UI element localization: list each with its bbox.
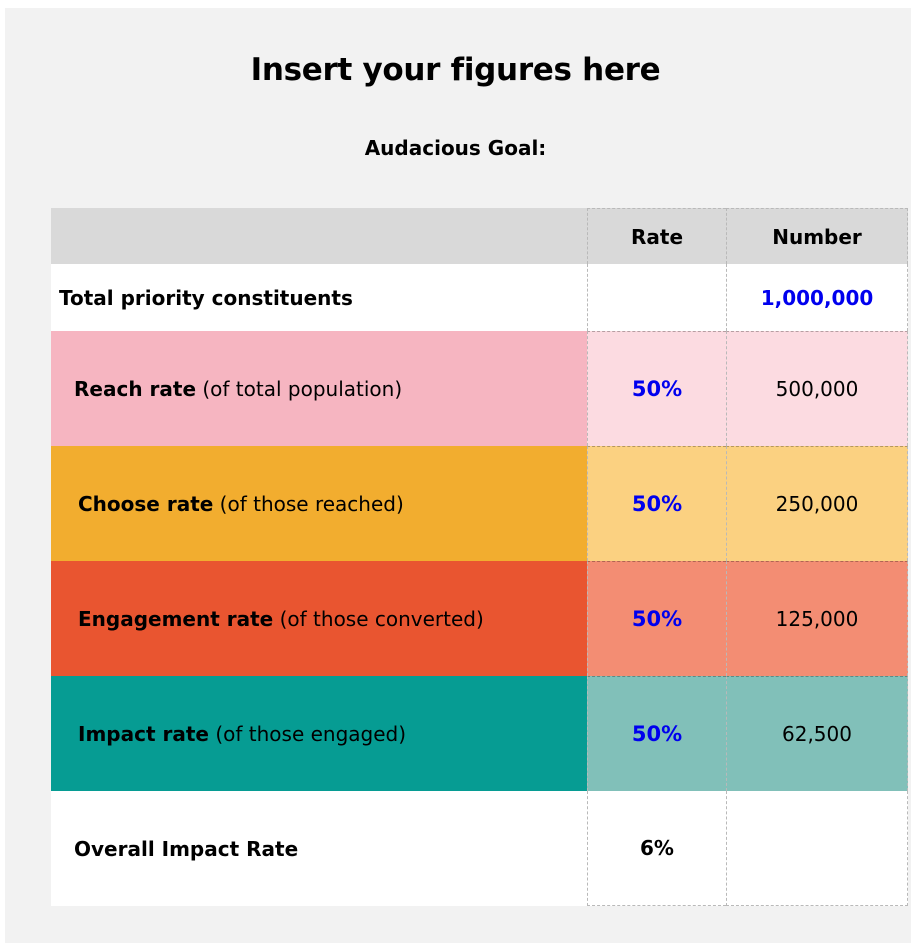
- impact-rate-title: Impact rate: [78, 721, 209, 746]
- engagement-number-cell: 125,000: [726, 561, 908, 676]
- choose-number-cell: 250,000: [726, 446, 908, 561]
- engagement-rate-row: [51, 561, 908, 676]
- total-constituents-number-cell[interactable]: 1,000,000: [726, 264, 908, 331]
- impact-number-cell: 62,500: [726, 676, 908, 791]
- total-constituents-row: [51, 264, 908, 331]
- audacious-goal-label: Audacious Goal:: [364, 136, 547, 160]
- overall-impact-row: [51, 791, 908, 906]
- reach-rate-note: (of total population): [196, 376, 403, 401]
- engagement-rate-label: [51, 561, 587, 676]
- total-constituents-rate-cell[interactable]: [587, 264, 726, 331]
- overall-impact-number-cell: [726, 791, 908, 906]
- reach-rate-row: [51, 331, 908, 446]
- choose-rate-row: [51, 446, 908, 561]
- impact-rate-note: (of those engaged): [208, 721, 407, 746]
- page-title: Insert your figures here: [250, 52, 661, 88]
- overall-impact-rate-cell: 6%: [587, 791, 726, 906]
- choose-rate-note: (of those reached): [213, 491, 404, 516]
- reach-rate-label: [51, 331, 587, 446]
- overall-impact-label: Overall Impact Rate: [74, 836, 299, 861]
- table-header-row: [51, 208, 908, 264]
- choose-rate-value-cell[interactable]: 50%: [587, 446, 726, 561]
- choose-rate-label: [51, 446, 587, 561]
- rate-column-header: Rate: [587, 208, 726, 264]
- engagement-rate-note: (of those converted): [273, 606, 484, 631]
- impact-rate-value-cell[interactable]: 50%: [587, 676, 726, 791]
- impact-rate-row: [51, 676, 908, 791]
- reach-number-cell: 500,000: [726, 331, 908, 446]
- impact-funnel-table: [51, 208, 908, 906]
- total-constituents-label: Total priority constituents: [59, 285, 353, 310]
- reach-rate-value-cell[interactable]: 50%: [587, 331, 726, 446]
- engagement-rate-value-cell[interactable]: 50%: [587, 561, 726, 676]
- reach-rate-title: Reach rate: [74, 376, 197, 401]
- header-label-cell: [51, 208, 587, 264]
- impact-rate-label: [51, 676, 587, 791]
- engagement-rate-title: Engagement rate: [78, 606, 274, 631]
- choose-rate-title: Choose rate: [78, 491, 214, 516]
- number-column-header: Number: [726, 208, 908, 264]
